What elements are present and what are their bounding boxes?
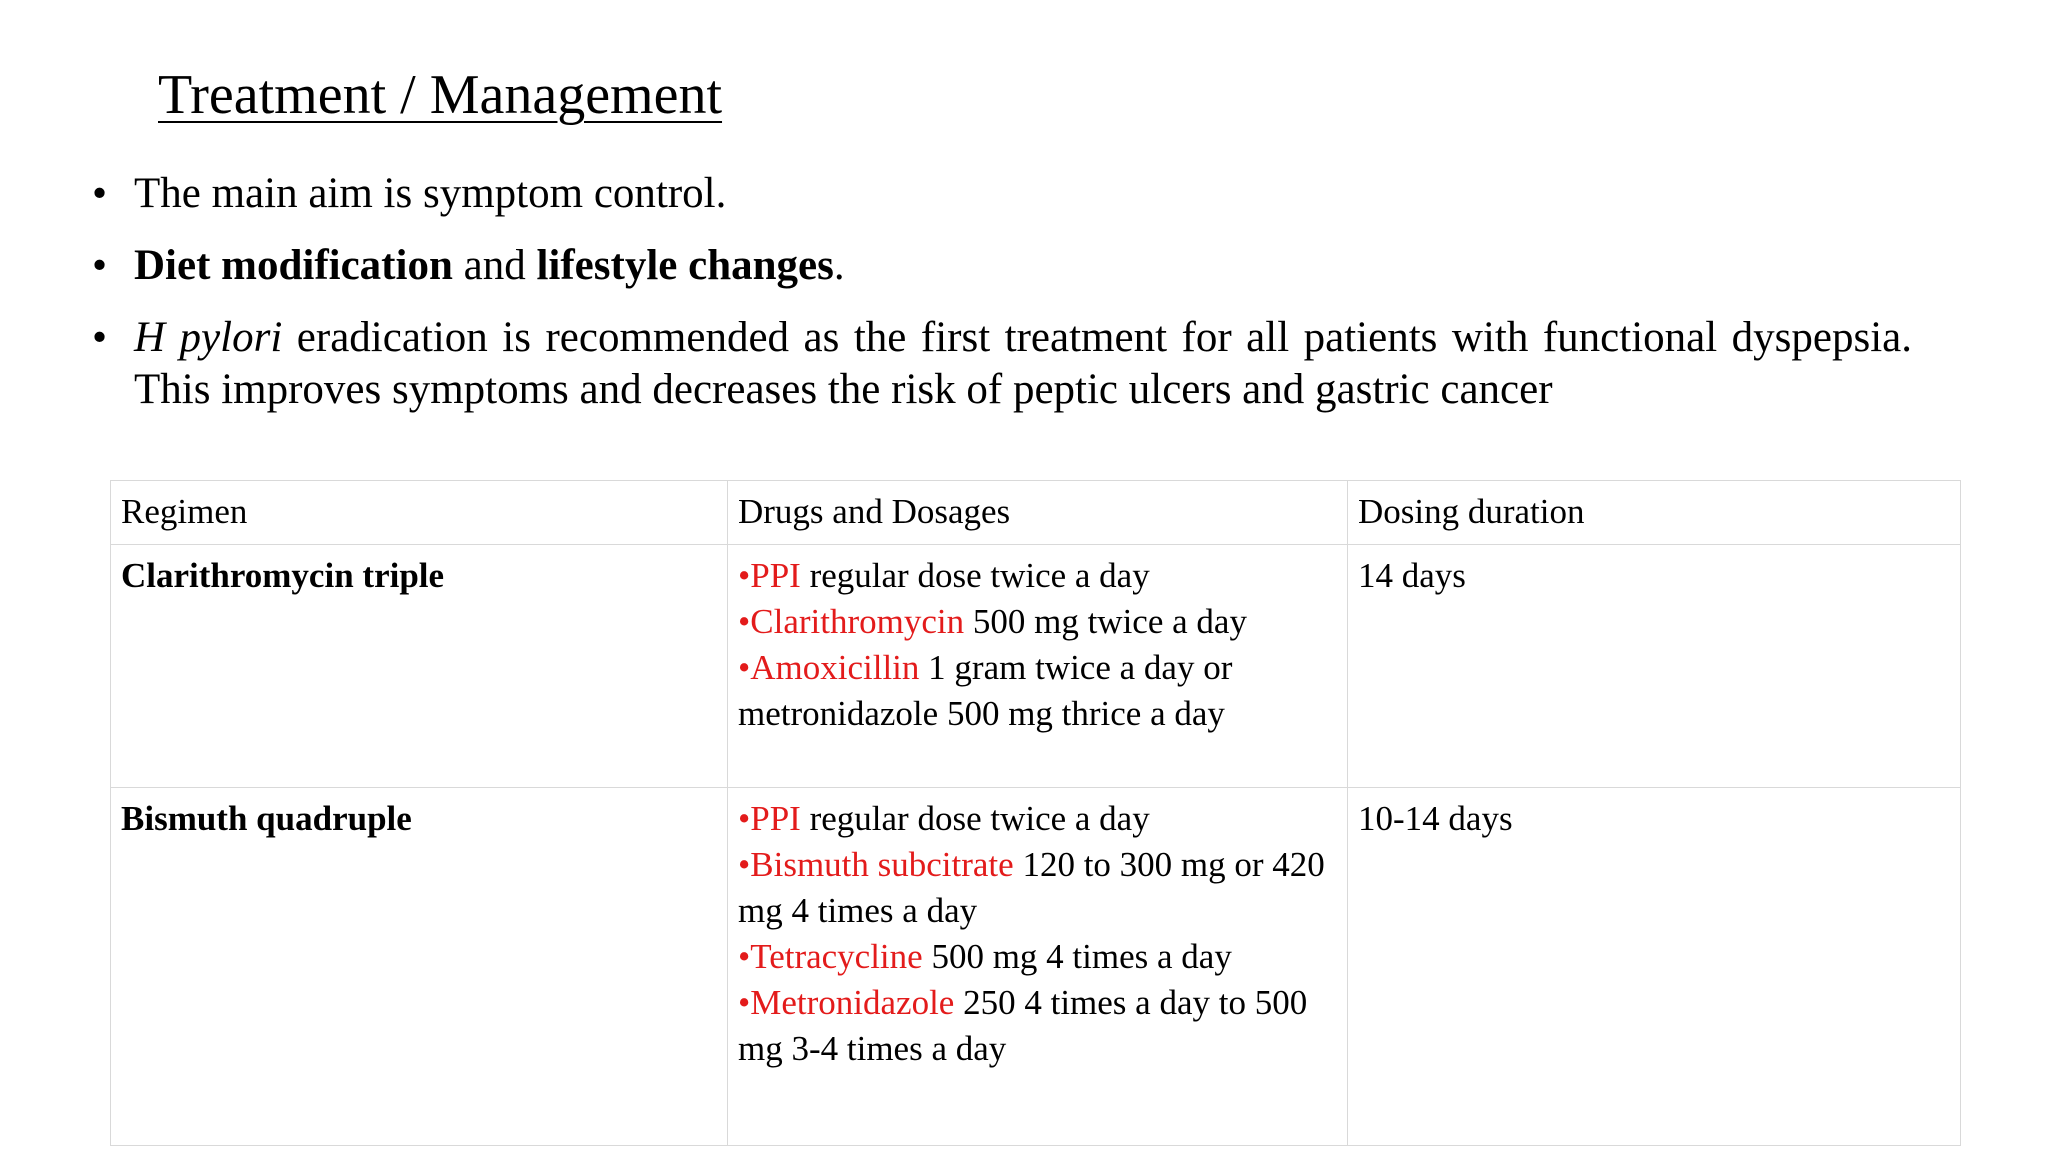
drugs-cell [728,545,1348,788]
drug-line [738,599,1337,645]
drug-line [738,796,1337,842]
table-row [111,788,1961,1146]
table-row [111,545,1961,788]
bullet-text: eradication is recommended as the first treatment for all patients with functional dyspepsia. This improves symptoms and decreases the risk of peptic ulcers and gastric cancer [134,314,1913,413]
drug-name: •PPI [738,799,801,838]
drug-line [738,553,1337,599]
drugs-cell [728,788,1348,1146]
drug-name: •Metronidazole [738,983,955,1022]
header-drugs-dosages: Drugs and Dosages [728,481,1348,545]
drug-dose: 120 to 300 mg or 420 mg 4 times a day [738,845,1325,930]
drug-line [738,842,1337,934]
table-header-row [111,481,1961,545]
bullet-bold-diet: Diet modification [134,242,453,289]
drug-line [738,980,1337,1072]
bullet-italic-h-pylori: H pylori [134,314,283,361]
drug-name: •Amoxicillin [738,648,920,687]
bullet-dot: • [92,170,108,217]
bullet-dot: • [92,314,108,361]
bullet-item-h-pylori [92,312,1912,416]
duration-cell: 10-14 days [1348,788,1961,1146]
bullet-list [92,168,1912,416]
bullet-dot: • [92,242,108,289]
bullet-bold-lifestyle: lifestyle changes [536,242,834,289]
drug-line [738,934,1337,980]
drug-name: •Bismuth subcitrate [738,845,1014,884]
regimen-cell: Clarithromycin triple [111,545,728,788]
bullet-item-diet-lifestyle [92,240,1912,292]
regimen-cell: Bismuth quadruple [111,788,728,1146]
drug-dose: 250 4 times a day to 500 mg 3-4 times a day [738,983,1308,1068]
bullet-period: . [833,242,845,289]
header-regimen: Regimen [111,481,728,545]
drug-name: •Tetracycline [738,937,923,976]
drug-dose: 500 mg 4 times a day [931,937,1232,976]
header-dosing-duration: Dosing duration [1348,481,1961,545]
drug-line [738,645,1337,737]
slide-title: Treatment / Management [158,64,723,126]
duration-cell: 14 days [1348,545,1961,788]
regimen-table [110,480,1961,1146]
drug-dose: 500 mg twice a day [972,602,1247,641]
bullet-text: The main aim is symptom control. [134,170,727,217]
drug-dose: regular dose twice a day [809,799,1150,838]
bullet-connector: and [463,242,526,289]
drug-name: •PPI [738,556,801,595]
drug-name: •Clarithromycin [738,602,965,641]
drug-dose: 1 gram twice a day or metronidazole 500 mg thrice a day [738,648,1233,733]
bullet-item-symptom-control [92,168,1912,220]
drug-dose: regular dose twice a day [809,556,1150,595]
